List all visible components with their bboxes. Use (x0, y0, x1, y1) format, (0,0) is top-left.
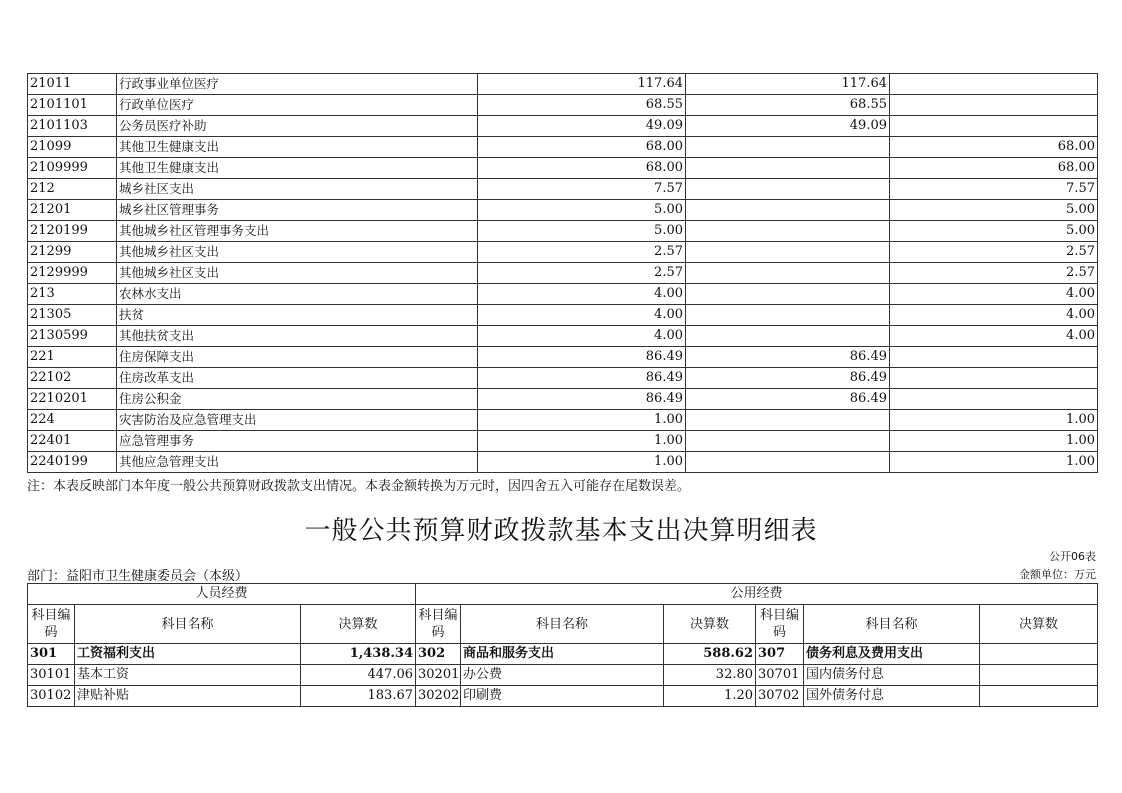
row-basic (686, 284, 890, 305)
row-basic (686, 431, 890, 452)
row-total: 68.00 (478, 137, 686, 158)
table-row (28, 347, 1098, 368)
row-total: 117.64 (478, 74, 686, 95)
name-cell: 工资福利支出 (75, 644, 301, 665)
row-name: 其他卫生健康支出 (117, 158, 478, 179)
amount-cell (980, 665, 1098, 686)
row-code: 2109999 (28, 158, 117, 179)
header-amount: 决算数 (980, 605, 1098, 644)
row-code: 21305 (28, 305, 117, 326)
group-header-row (28, 584, 1098, 605)
table-row (28, 326, 1098, 347)
row-total: 5.00 (478, 200, 686, 221)
row-name: 城乡社区管理事务 (117, 200, 478, 221)
row-project: 4.00 (890, 305, 1098, 326)
detail-table-body (28, 644, 1098, 707)
table-row (28, 242, 1098, 263)
row-code: 224 (28, 410, 117, 431)
header-code: 科目编码 (756, 605, 804, 644)
row-total: 4.00 (478, 284, 686, 305)
amount-cell (980, 644, 1098, 665)
name-cell: 国内债务付息 (804, 665, 980, 686)
table-note: 注：本表反映部门本年度一般公共预算财政拨款支出情况。本表金额转换为万元时，因四舍五入可能存在尾数误差。 (27, 479, 691, 494)
detail-row (28, 686, 1098, 707)
code-cell: 30702 (756, 686, 804, 707)
row-basic (686, 242, 890, 263)
row-code: 21201 (28, 200, 117, 221)
name-cell: 商品和服务支出 (461, 644, 664, 665)
amount-cell: 32.80 (664, 665, 756, 686)
detail-row (28, 644, 1098, 665)
name-cell: 债务利息及费用支出 (804, 644, 980, 665)
expenditure-table (27, 73, 1098, 473)
row-project: 68.00 (890, 158, 1098, 179)
row-name: 灾害防治及应急管理支出 (117, 410, 478, 431)
row-total: 4.00 (478, 326, 686, 347)
table-row (28, 452, 1098, 473)
name-cell: 基本工资 (75, 665, 301, 686)
row-project: 4.00 (890, 284, 1098, 305)
code-cell: 302 (416, 644, 461, 665)
table-row (28, 116, 1098, 137)
table-row (28, 221, 1098, 242)
table-row (28, 368, 1098, 389)
table-row (28, 95, 1098, 116)
row-project: 1.00 (890, 452, 1098, 473)
detail-row (28, 665, 1098, 686)
row-name: 其他城乡社区管理事务支出 (117, 221, 478, 242)
row-code: 212 (28, 179, 117, 200)
group-personnel: 人员经费 (28, 584, 416, 605)
row-project: 5.00 (890, 221, 1098, 242)
code-cell: 30201 (416, 665, 461, 686)
row-project: 1.00 (890, 431, 1098, 452)
row-basic: 117.64 (686, 74, 890, 95)
row-total: 68.00 (478, 158, 686, 179)
amount-cell: 447.06 (301, 665, 416, 686)
row-basic (686, 137, 890, 158)
row-basic (686, 200, 890, 221)
row-code: 2120199 (28, 221, 117, 242)
code-cell: 30202 (416, 686, 461, 707)
row-basic (686, 158, 890, 179)
row-code: 2210201 (28, 389, 117, 410)
header-name: 科目名称 (75, 605, 301, 644)
row-code: 2101101 (28, 95, 117, 116)
table-row (28, 410, 1098, 431)
row-total: 86.49 (478, 368, 686, 389)
row-name: 其他扶贫支出 (117, 326, 478, 347)
row-code: 21299 (28, 242, 117, 263)
row-basic: 49.09 (686, 116, 890, 137)
header-amount: 决算数 (301, 605, 416, 644)
row-project (890, 116, 1098, 137)
row-total: 7.57 (478, 179, 686, 200)
name-cell: 津贴补贴 (75, 686, 301, 707)
amount-unit-label: 金额单位：万元 (1019, 568, 1096, 581)
code-cell: 30701 (756, 665, 804, 686)
amount-cell: 1.20 (664, 686, 756, 707)
row-project (890, 389, 1098, 410)
table-row (28, 305, 1098, 326)
amount-cell: 588.62 (664, 644, 756, 665)
column-header-row (28, 605, 1098, 644)
row-project: 68.00 (890, 137, 1098, 158)
row-code: 2129999 (28, 263, 117, 284)
table-code-label: 公开06表 (1049, 550, 1096, 563)
row-project (890, 74, 1098, 95)
row-total: 1.00 (478, 410, 686, 431)
row-project: 5.00 (890, 200, 1098, 221)
row-basic: 86.49 (686, 389, 890, 410)
row-basic (686, 179, 890, 200)
table-row (28, 431, 1098, 452)
department-label: 部门：益阳市卫生健康委员会（本级） (27, 569, 249, 584)
row-basic (686, 221, 890, 242)
row-name: 扶贫 (117, 305, 478, 326)
row-project (890, 347, 1098, 368)
table-row (28, 389, 1098, 410)
row-name: 农林水支出 (117, 284, 478, 305)
row-total: 68.55 (478, 95, 686, 116)
row-project: 7.57 (890, 179, 1098, 200)
row-total: 86.49 (478, 347, 686, 368)
row-code: 22102 (28, 368, 117, 389)
row-total: 1.00 (478, 452, 686, 473)
page-title: 一般公共预算财政拨款基本支出决算明细表 (304, 516, 818, 546)
code-cell: 30101 (28, 665, 75, 686)
amount-cell: 183.67 (301, 686, 416, 707)
table-row (28, 284, 1098, 305)
row-code: 2240199 (28, 452, 117, 473)
row-total: 86.49 (478, 389, 686, 410)
row-code: 21011 (28, 74, 117, 95)
header-code: 科目编码 (416, 605, 461, 644)
row-name: 应急管理事务 (117, 431, 478, 452)
row-basic (686, 263, 890, 284)
group-public: 公用经费 (416, 584, 1098, 605)
row-basic (686, 452, 890, 473)
row-basic (686, 410, 890, 431)
row-name: 公务员医疗补助 (117, 116, 478, 137)
table-row (28, 179, 1098, 200)
expenditure-table-body (28, 74, 1098, 473)
amount-cell: 1,438.34 (301, 644, 416, 665)
row-basic: 86.49 (686, 368, 890, 389)
row-total: 4.00 (478, 305, 686, 326)
row-basic (686, 326, 890, 347)
row-name: 住房改革支出 (117, 368, 478, 389)
table-row (28, 263, 1098, 284)
row-name: 其他应急管理支出 (117, 452, 478, 473)
header-name: 科目名称 (461, 605, 664, 644)
header-name: 科目名称 (804, 605, 980, 644)
row-project: 2.57 (890, 242, 1098, 263)
row-code: 22401 (28, 431, 117, 452)
row-name: 其他城乡社区支出 (117, 263, 478, 284)
code-cell: 30102 (28, 686, 75, 707)
row-project: 2.57 (890, 263, 1098, 284)
row-name: 行政单位医疗 (117, 95, 478, 116)
row-project: 1.00 (890, 410, 1098, 431)
table-row (28, 74, 1098, 95)
row-basic (686, 305, 890, 326)
row-basic: 86.49 (686, 347, 890, 368)
name-cell: 印刷费 (461, 686, 664, 707)
table-row (28, 200, 1098, 221)
row-total: 1.00 (478, 431, 686, 452)
row-total: 2.57 (478, 242, 686, 263)
row-project (890, 368, 1098, 389)
row-code: 2101103 (28, 116, 117, 137)
row-code: 2130599 (28, 326, 117, 347)
table-row (28, 137, 1098, 158)
header-code: 科目编码 (28, 605, 75, 644)
row-code: 213 (28, 284, 117, 305)
code-cell: 307 (756, 644, 804, 665)
row-total: 2.57 (478, 263, 686, 284)
detail-table (27, 583, 1098, 707)
row-name: 行政事业单位医疗 (117, 74, 478, 95)
row-code: 21099 (28, 137, 117, 158)
header-amount: 决算数 (664, 605, 756, 644)
row-project: 4.00 (890, 326, 1098, 347)
row-total: 49.09 (478, 116, 686, 137)
row-basic: 68.55 (686, 95, 890, 116)
row-project (890, 95, 1098, 116)
row-code: 221 (28, 347, 117, 368)
table-row (28, 158, 1098, 179)
name-cell: 国外债务付息 (804, 686, 980, 707)
row-name: 其他卫生健康支出 (117, 137, 478, 158)
row-name: 住房保障支出 (117, 347, 478, 368)
row-name: 城乡社区支出 (117, 179, 478, 200)
row-name: 住房公积金 (117, 389, 478, 410)
row-total: 5.00 (478, 221, 686, 242)
row-name: 其他城乡社区支出 (117, 242, 478, 263)
code-cell: 301 (28, 644, 75, 665)
amount-cell (980, 686, 1098, 707)
name-cell: 办公费 (461, 665, 664, 686)
